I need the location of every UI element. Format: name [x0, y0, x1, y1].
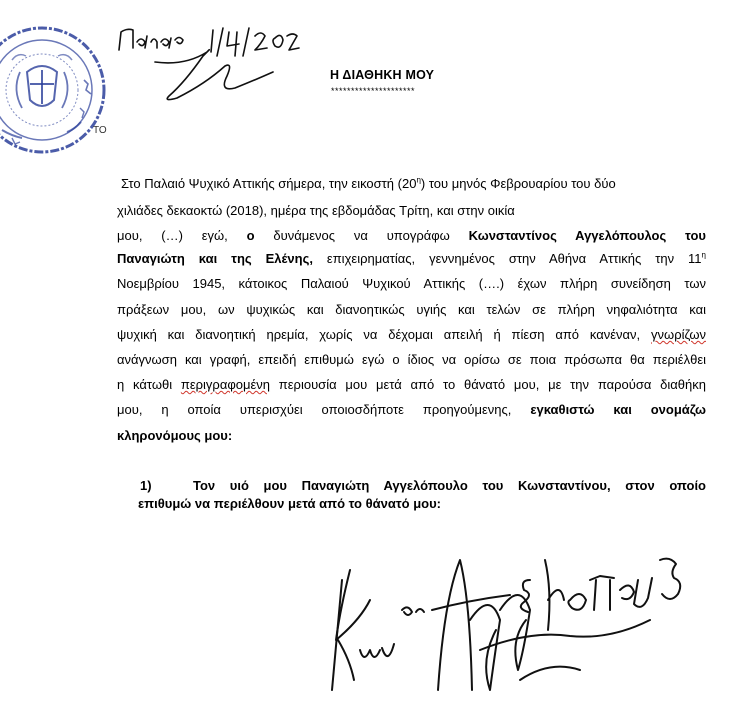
item-1-line-2: επιθυμώ να περιέλθουν μετά από το θάνατό μου: [138, 496, 441, 511]
body-line-5: ψυχική και διανοητική ηρεμία, χωρίς να δέχομαι απειλή ή πίεση από κανέναν, γνωρίζων [117, 327, 706, 342]
item-1-line-1: Τον υιό μου Παναγιώτη Αγγελόπουλο του Κωνσταντίνου, στον οποίο [193, 478, 706, 493]
body-line-6: ανάγνωση και γραφή, επειδή επιθυμώ εγώ ο ίδιος να ορίσω σε ποια πρόσωπα θα περιέλθει [117, 352, 706, 367]
handwritten-place-date [115, 22, 315, 102]
body-line-4: πράξεων μου, ων ψυχικώς και διανοητικώς υγιής και τελών σε πλήρη νηφαλιότητα και [117, 302, 706, 317]
body-line-2: Παναγιώτη και της Ελένης, επιχειρηματίας, γεννημένος στην Αθήνα Αττικής την $11^\eta$ [117, 250, 706, 266]
document-title: Η ΔΙΑΘΗΚΗ ΜΟΥ [330, 68, 435, 82]
body-line-1: μου, (…) εγώ, ο δυνάμενος να υπογράφω Κωνσταντίνος Αγγελόπουλος του [117, 228, 706, 243]
title-underline-stars: ********************* [331, 86, 416, 96]
body-line-9: κληρονόμους μου: [117, 428, 233, 443]
seal-corner-text: ΤΟ [93, 125, 107, 136]
spellcheck-word: γνωρίζων [651, 327, 706, 342]
item-1-number: 1) [140, 478, 152, 493]
body-line-3: Νοεμβρίου 1945, κάτοικος Παλαιού Ψυχικού Αττικής (….) έχων πλήρη συνείδηση των [117, 276, 706, 291]
body-line-8: μου, η οποία υπερισχύει οποιοσδήποτε προηγούμενης, εγκαθιστώ και ονομάζω [117, 402, 707, 417]
body-line-7: η κάτωθι περιγραφομένη περιουσία μου μετά από το θάνατό μου, με την παρούσα διαθήκη [117, 377, 706, 392]
official-seal-stamp [0, 20, 112, 160]
handwritten-signature [320, 540, 690, 699]
intro-line-1: Στο Παλαιό Ψυχικό Αττικής σήμερα, την εικοστή $(20^\eta)$ του μηνός Φεβρουαρίου του δύο [121, 175, 616, 191]
spellcheck-word: περιγραφομένη [180, 377, 271, 392]
intro-line-2: χιλιάδες δεκαοκτώ (2018), ημέρα της εβδομάδας Τρίτη, και στην οικία [117, 203, 515, 218]
